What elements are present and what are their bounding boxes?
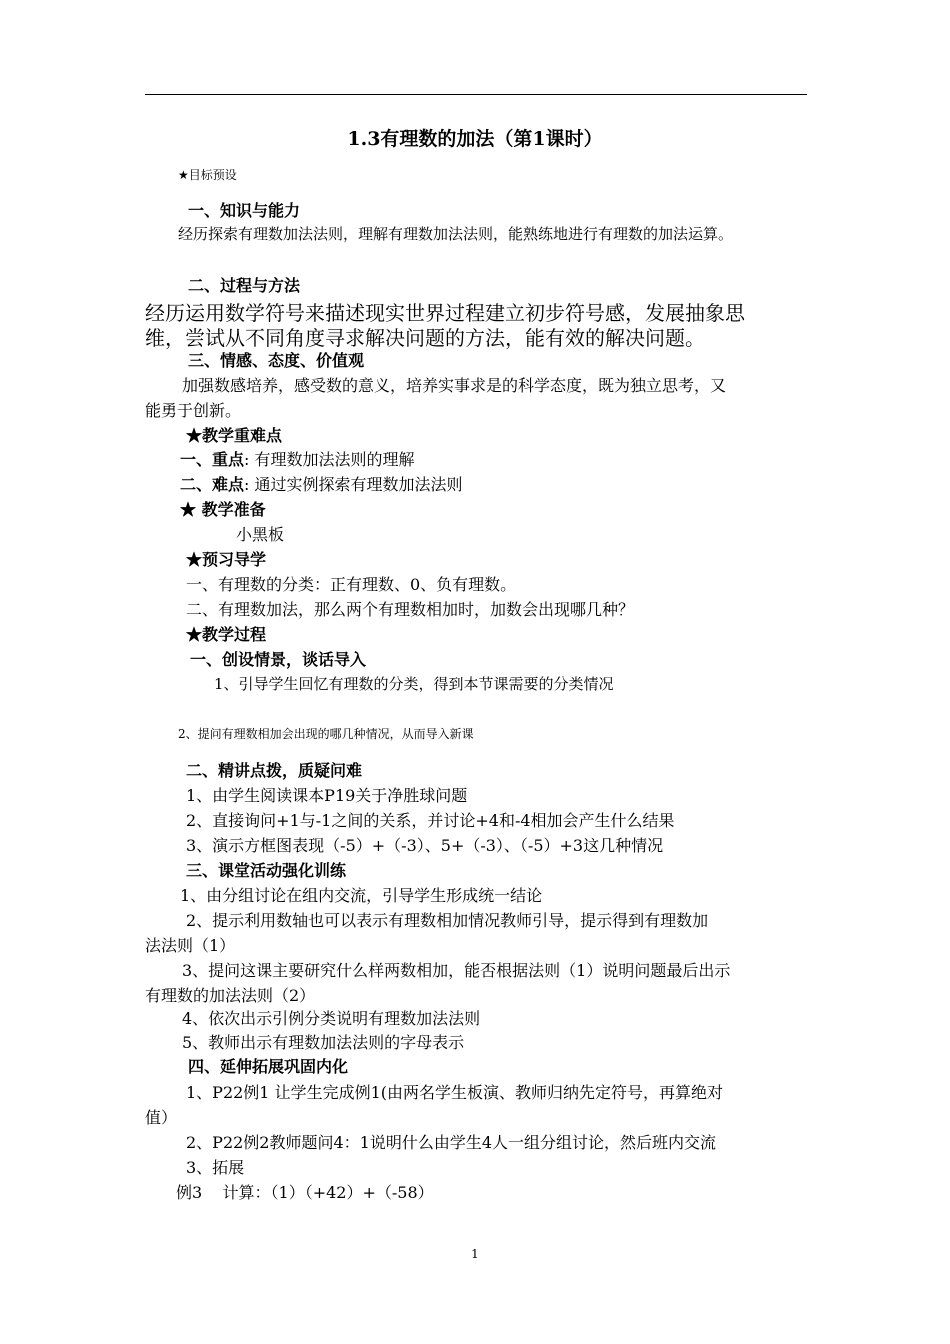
step4-item-1-line2: 值） xyxy=(145,1108,178,1127)
knowledge-text: 经历探索有理数加法法则，理解有理数加法法则，能熟练地进行有理数的加法运算。 xyxy=(178,225,734,243)
step3-heading: 三、课堂活动强化训练 xyxy=(186,861,347,880)
difficult-point-label: 二、难点 xyxy=(180,475,245,494)
example-3: 例3 计算：（1）（+42）+（-58） xyxy=(176,1183,434,1202)
step4-heading: 四、延伸拓展巩固内化 xyxy=(188,1057,349,1076)
step3-item-3-line2: 有理数的加法法则（2） xyxy=(145,986,316,1005)
step4-item-1-line1: 1、P22例1 让学生完成例1(由两名学生板演、教师归纳先定符号，再算绝对 xyxy=(186,1083,723,1102)
page-number: 1 xyxy=(471,1247,479,1261)
preview-heading: ★预习导学 xyxy=(186,550,267,569)
step3-item-3-line1: 3、提问这课主要研究什么样两数相加，能否根据法则（1）说明问题最后出示 xyxy=(182,961,731,980)
key-point-row xyxy=(180,447,415,470)
teaching-process-heading: ★教学过程 xyxy=(186,625,267,644)
process-heading: 二、过程与方法 xyxy=(188,276,301,295)
step2-heading: 二、精讲点拨，质疑问难 xyxy=(186,761,363,780)
step1-item-1: 1、引导学生回忆有理数的分类，得到本节课需要的分类情况 xyxy=(214,675,614,693)
difficult-point-row xyxy=(180,472,463,495)
step1-item-2: 2、提问有理数相加会出现的哪几种情况，从而导入新课 xyxy=(178,727,474,741)
step4-item-2: 2、P22例2教师题问4：1说明什么由学生4人一组分组讨论，然后班内交流 xyxy=(186,1133,717,1152)
preview-item-1: 一、有理数的分类：正有理数、0、负有理数。 xyxy=(186,575,517,594)
step3-item-2-line1: 2、提示利用数轴也可以表示有理数相加情况教师引导，提示得到有理数加 xyxy=(186,911,709,930)
key-point-label: 一、重点 xyxy=(180,450,245,469)
step1-heading: 一、创设情景，谈话导入 xyxy=(190,650,367,669)
prep-heading: ★ 教学准备 xyxy=(180,500,266,519)
page-title: 1.3有理数的加法（第1课时） xyxy=(347,128,603,150)
step3-item-4: 4、依次出示引例分类说明有理数加法法则 xyxy=(182,1009,481,1028)
prep-text: 小黑板 xyxy=(236,525,285,544)
preview-item-2: 二、有理数加法，那么两个有理数相加时，加数会出现哪几种？ xyxy=(186,600,635,619)
goal-heading: ★目标预设 xyxy=(178,168,237,182)
emotion-text-line1: 加强数感培养，感受数的意义，培养实事求是的科学态度，既为独立思考，又 xyxy=(182,376,727,395)
key-difficulty-heading: ★教学重难点 xyxy=(186,426,283,445)
step3-item-2-line2: 法法则（1） xyxy=(145,936,236,955)
header-rule xyxy=(145,94,807,95)
key-point-text: : 有理数加法法则的理解 xyxy=(244,450,415,469)
step2-item-3: 3、演示方框图表现（-5）+（-3）、5+（-3）、（-5）+3这几种情况 xyxy=(186,836,664,855)
step4-item-3: 3、拓展 xyxy=(186,1158,245,1177)
step3-item-1: 1、由分组讨论在组内交流，引导学生形成统一结论 xyxy=(180,886,543,905)
process-text-line2: 维，尝试从不同角度寻求解决问题的方法，能有效的解决问题。 xyxy=(145,326,705,350)
emotion-heading: 三、情感、态度、价值观 xyxy=(188,351,365,370)
step2-item-1: 1、由学生阅读课本P19关于净胜球问题 xyxy=(186,786,468,805)
difficult-point-text: : 通过实例探索有理数加法法则 xyxy=(244,475,463,494)
step2-item-2: 2、直接询问+1与-1之间的关系，并讨论+4和-4相加会产生什么结果 xyxy=(186,811,675,830)
step3-item-5: 5、教师出示有理数加法法则的字母表示 xyxy=(182,1033,465,1052)
process-text-line1: 经历运用数学符号来描述现实世界过程建立初步符号感，发展抽象思 xyxy=(145,301,745,325)
emotion-text-line2: 能勇于创新。 xyxy=(145,401,242,420)
knowledge-heading: 一、知识与能力 xyxy=(188,201,301,220)
